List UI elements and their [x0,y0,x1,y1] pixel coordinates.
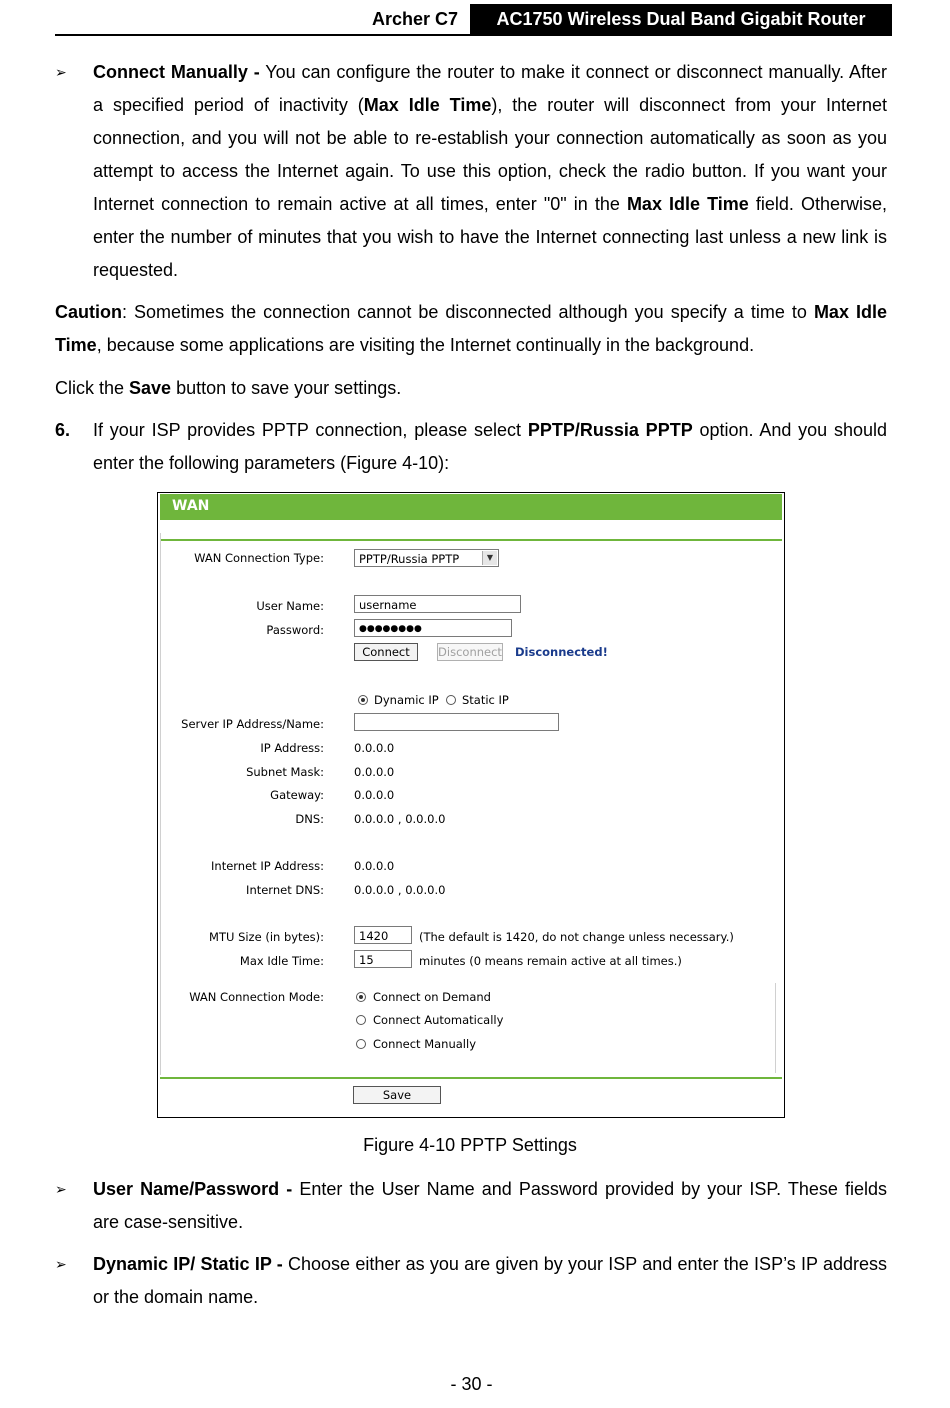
term-user-password: User Name/Password - [93,1179,293,1199]
header-model: Archer C7 [371,9,458,29]
gateway-label: Gateway: [270,788,324,802]
figure-caption: Figure 4-10 PPTP Settings [363,1135,577,1155]
max-idle-input[interactable]: 15 [354,950,412,968]
ip-address-value: 0.0.0.0 [354,741,395,755]
mode-auto-label: Connect Automatically [373,1013,504,1027]
bullet-arrow-icon: ➢ [55,1181,67,1197]
dns-value: 0.0.0.0 , 0.0.0.0 [354,812,446,826]
internet-dns-value: 0.0.0.0 , 0.0.0.0 [354,883,446,897]
paragraph-connect-manually: Connect Manually - You can configure the router to make it connect or disconnect manually. After a specified period of inactivity (Max Idle Time), the router will disconnect from your Internet connection, and you will not be able to re-establish your connection automatically as soon as you attempt to access the Internet again. To use this option, check the radio button. If you want your Internet connection to remain active at all times, enter "0" in the Max Idle Time field. Otherwise, enter the number of minutes that you wish to have the Internet connecting last unless a new link is requested. [93,62,888,280]
connect-button[interactable]: Connect [354,643,418,661]
internet-dns-label: Internet DNS: [246,883,324,897]
page-header [55,4,892,36]
connection-status: Disconnected! [515,645,608,659]
bullet-arrow-icon: ➢ [55,1256,67,1272]
mtu-note: (The default is 1420, do not change unless necessary.) [419,930,734,944]
bullet-arrow-icon: ➢ [55,64,67,80]
paragraph-dynamic-static-ip: Dynamic IP/ Static IP - Choose either as you are given by your ISP and enter the ISP’s IP address or the domain name. [93,1254,887,1307]
paragraph-step-6: If your ISP provides PPTP connection, please select PPTP/Russia PPTP option. And you should enter the following parameters (Figure 4-10): [93,420,887,473]
panel-left-border [160,533,161,1075]
term-connect-manually: Connect Manually - [93,62,260,82]
mtu-input[interactable]: 1420 [354,926,412,944]
mtu-label: MTU Size (in bytes): [209,930,324,944]
mode-demand-radio[interactable] [356,992,366,1002]
term-dynamic-static-ip: Dynamic IP/ Static IP - [93,1254,283,1274]
subnet-mask-label: Subnet Mask: [246,765,324,779]
panel-title: WAN [160,494,782,520]
static-ip-label: Static IP [462,693,509,707]
subnet-mask-value: 0.0.0.0 [354,765,395,779]
page-number: - 30 - [450,1374,493,1394]
server-ip-label: Server IP Address/Name: [181,717,324,731]
mode-manual-radio[interactable] [356,1039,366,1049]
max-idle-note: minutes (0 means remain active at all times.) [419,954,682,968]
header-product: AC1750 Wireless Dual Band Gigabit Router [470,4,892,34]
wan-mode-label: WAN Connection Mode: [189,990,324,1004]
max-idle-label: Max Idle Time: [239,954,324,968]
save-button[interactable]: Save [353,1086,441,1104]
wan-type-label: WAN Connection Type: [194,551,324,565]
caution-label: Caution [55,302,122,322]
paragraph-caution: Caution: Sometimes the connection cannot be disconnected although you specify a time to Max Idle Time, because some applications are visiting the Internet continually in the background. [55,302,888,355]
dynamic-ip-radio[interactable] [358,695,368,705]
chevron-down-icon: ▼ [482,551,497,565]
username-input[interactable]: username [354,595,521,613]
disconnect-button[interactable]: Disconnect [438,645,502,659]
username-label: User Name: [256,599,324,613]
dns-label: DNS: [295,812,324,826]
internet-ip-label: Internet IP Address: [211,859,324,873]
mode-demand-label: Connect on Demand [373,990,491,1004]
dynamic-ip-label: Dynamic IP [374,693,439,707]
mode-manual-label: Connect Manually [373,1037,476,1051]
static-ip-radio[interactable] [446,695,456,705]
wan-settings-panel [157,492,785,1118]
server-ip-input[interactable] [354,713,559,731]
panel-top-divider [160,539,782,541]
paragraph-user-password: User Name/Password - Enter the User Name and Password provided by your ISP. These fields are case-sensitive. [93,1179,887,1232]
step-number: 6. [55,420,71,440]
paragraph-save-note: Click the Save button to save your settings. [55,378,402,398]
mode-auto-radio[interactable] [356,1015,366,1025]
password-label: Password: [266,623,324,637]
password-input[interactable]: ●●●●●●●● [354,619,512,637]
panel-right-border [775,983,776,1073]
wan-type-select[interactable]: PPTP/Russia PPTP ▼ [354,549,499,567]
panel-bottom-divider [160,1077,782,1079]
gateway-value: 0.0.0.0 [354,788,395,802]
internet-ip-value: 0.0.0.0 [354,859,395,873]
ip-address-label: IP Address: [260,741,324,755]
